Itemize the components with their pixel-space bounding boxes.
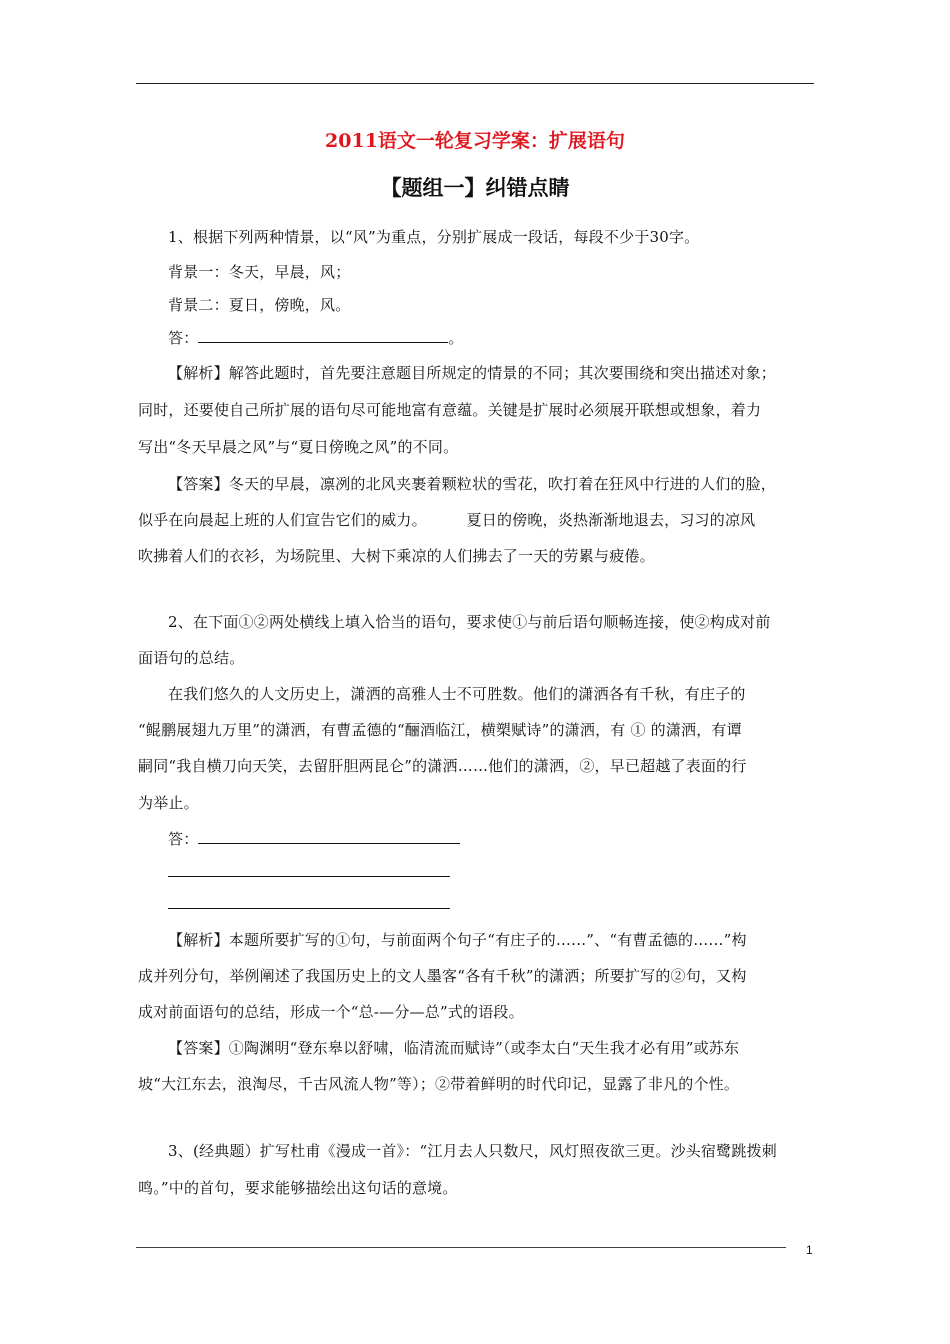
q1-analysis-line: 【解析】解答此题时，首先要注意题目所规定的情景的不同；其次要围绕和突出描述对象；: [168, 364, 777, 382]
q2-analysis-line: 成对前面语句的总结，形成一个“总-—分—总”式的语段。: [138, 1003, 524, 1021]
footer-rule: [136, 1247, 786, 1248]
q1-prompt: 1、根据下列两种情景，以“风”为重点，分别扩展成一段话，每段不少于30字。: [168, 228, 700, 246]
answer-blank-line: [168, 876, 450, 877]
answer-label: 答：: [168, 329, 199, 347]
header-rule: [136, 83, 814, 84]
q1-answer-text-line: 吹拂着人们的衣衫，为场院里、大树下乘凉的人们拂去了一天的劳累与疲倦。: [138, 547, 655, 565]
q2-passage-line: 嗣同“我自横刀向天笑，去留肝胆两昆仑”的潇洒……他们的潇洒，②，早已超越了表面的行: [138, 757, 747, 775]
answer-end: 。: [448, 329, 464, 347]
q2-passage-line: 在我们悠久的人文历史上，潇洒的高雅人士不可胜数。他们的潇洒各有千秋，有庄子的: [168, 685, 746, 703]
answer-blank: [198, 328, 448, 343]
q1-background-1: 背景一：冬天，早晨，风；: [168, 263, 351, 281]
q1-analysis-line: 同时，还要使自己所扩展的语句尽可能地富有意蕴。关键是扩展时必须展开联想或想象，着力: [138, 401, 762, 419]
q3-prompt-line: 3、(经典题）扩写杜甫《漫成一首》：“江月去人只数尺，风灯照夜欲三更。沙头宿鹭跳拨刺: [168, 1142, 777, 1160]
q1-background-2: 背景二：夏日，傍晚，风。: [168, 296, 351, 314]
document-title: 2011语文一轮复习学案：扩展语句: [325, 130, 625, 152]
q2-passage-line: 为举止。: [138, 794, 199, 812]
q1-answer-line: [168, 327, 464, 348]
q2-prompt-line: 2、在下面①②两处横线上填入恰当的语句，要求使①与前后语句顺畅连接，使②构成对前: [168, 613, 771, 631]
q2-analysis-line: 【解析】本题所要扩写的①句，与前面两个句子“有庄子的……”、“有曹孟德的……”构: [168, 931, 747, 949]
page-number: 1: [806, 1243, 813, 1257]
q1-analysis-line: 写出“冬天早晨之风”与“夏日傍晚之风”的不同。: [138, 438, 459, 456]
q3-prompt-line: 鸣。”中的首句，要求能够描绘出这句话的意境。: [138, 1179, 458, 1197]
answer-blank-line: [168, 908, 450, 909]
answer-label: 答：: [168, 830, 199, 848]
q2-answer-text-line: 坡“大江东去，浪淘尽，千古风流人物”等）；②带着鲜明的时代印记，显露了非凡的个性。: [138, 1075, 740, 1093]
q2-analysis-line: 成并列分句，举例阐述了我国历史上的文人墨客“各有千秋”的潇洒；所要扩写的②句，又构: [138, 967, 747, 985]
section-heading: 【题组一】纠错点睛: [380, 175, 570, 200]
q1-answer-text-line: 【答案】冬天的早晨，凛冽的北风夹裹着颗粒状的雪花，吹打着在狂风中行进的人们的脸，: [168, 475, 777, 493]
q2-prompt-line: 面语句的总结。: [138, 649, 245, 667]
q2-passage-line: “鲲鹏展翅九万里”的潇洒，有曹孟德的“酾酒临江，横槊赋诗”的潇洒，有 ① 的潇洒，有谭: [138, 721, 742, 739]
q1-answer-text-line: 似乎在向晨起上班的人们宣告它们的威力。 夏日的傍晚，炎热渐渐地退去，习习的凉风: [138, 511, 756, 529]
answer-blank: [198, 829, 460, 844]
q2-answer-line: [168, 828, 460, 849]
q2-answer-text-line: 【答案】①陶渊明“登东皋以舒啸，临清流而赋诗”（或李太白“天生我才必有用”或苏东: [168, 1039, 740, 1057]
